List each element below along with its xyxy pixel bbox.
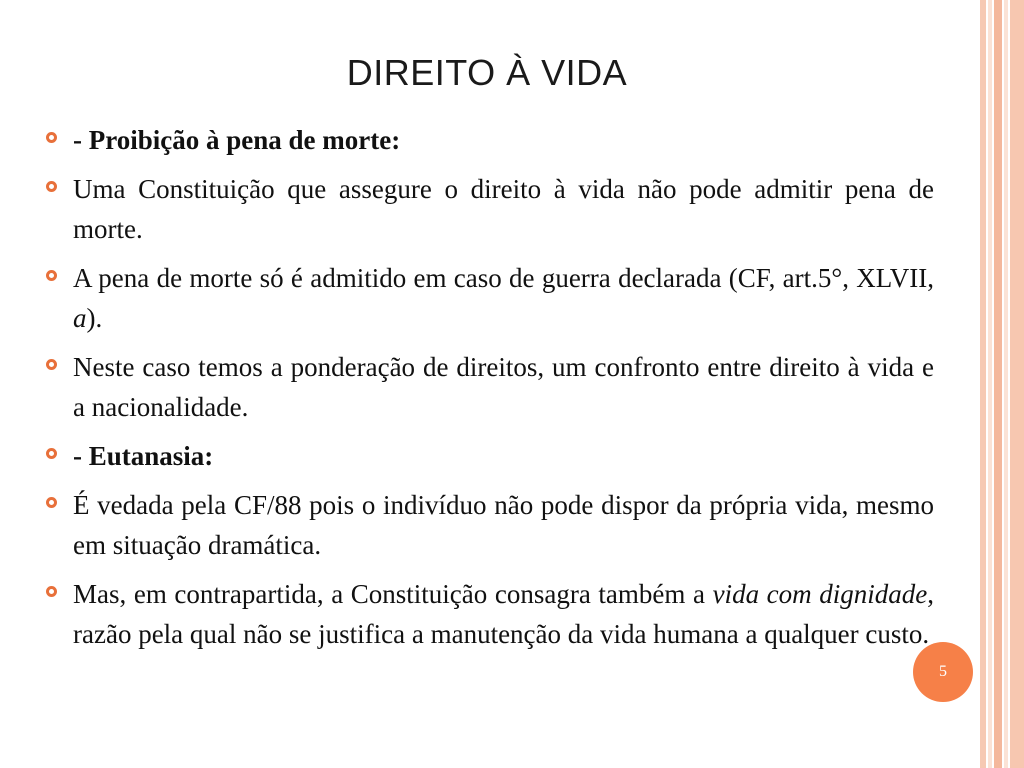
slide-title: DIREITO À VIDA [346, 52, 628, 93]
decorative-band [1010, 0, 1024, 768]
text-segment: a [73, 303, 87, 333]
bullet-text [73, 352, 934, 422]
text-segment: Uma Constituição que assegure o direito à vida não pode admitir pena de morte. [73, 174, 934, 244]
text-segment: É vedada pela CF/88 pois o indivíduo não pode dispor da própria vida, mesmo em situação dramática. [73, 490, 934, 560]
bullet-text [73, 490, 934, 560]
decorative-band [980, 0, 986, 768]
circle-bullet-icon [46, 586, 57, 597]
decorative-band [1004, 0, 1008, 768]
bullet-text [73, 441, 213, 471]
decorative-band [988, 0, 992, 768]
bullet-item [46, 120, 934, 160]
circle-bullet-icon [46, 181, 57, 192]
circle-bullet-icon [46, 497, 57, 508]
page-number-badge [913, 642, 973, 702]
text-segment: vida com dignidade [712, 579, 928, 609]
bullet-text [73, 579, 934, 649]
text-segment: , razão pela qual não se justifica a manutenção da vida humana a qualquer custo. [73, 579, 934, 649]
page-number: 5 [939, 663, 947, 680]
bullet-text [73, 125, 400, 155]
circle-bullet-icon [46, 270, 57, 281]
text-segment: Mas, em contrapartida, a Constituição consagra também a [73, 579, 713, 609]
circle-bullet-icon [46, 448, 57, 459]
bullet-list [46, 120, 934, 663]
bullet-item [46, 485, 934, 565]
bullet-item [46, 436, 934, 476]
bullet-text [73, 174, 934, 244]
text-segment: - Proibição à pena de morte: [73, 125, 401, 155]
bullet-item [46, 574, 934, 654]
decorative-band [994, 0, 1002, 768]
text-segment: - Eutanasia: [73, 441, 214, 471]
circle-bullet-icon [46, 132, 57, 143]
bullet-item [46, 258, 934, 338]
bullet-text [73, 263, 934, 333]
circle-bullet-icon [46, 359, 57, 370]
bullet-item [46, 169, 934, 249]
text-segment: ). [86, 303, 103, 333]
text-segment: A pena de morte só é admitido em caso de guerra declarada (CF, art.5°, XLVII, [73, 263, 934, 293]
text-segment: Neste caso temos a ponderação de direitos, um confronto entre direito à vida e a nacionalidade. [73, 352, 934, 422]
bullet-item [46, 347, 934, 427]
